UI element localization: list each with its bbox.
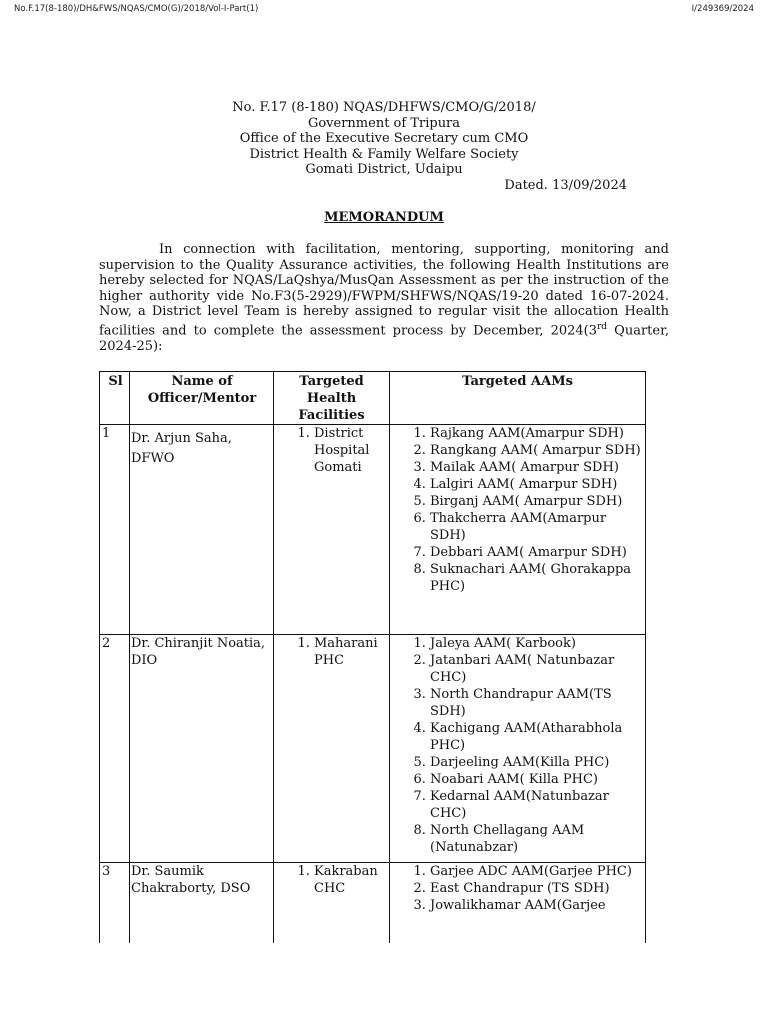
aam-item: 2. East Chandrapur (TS SDH) (430, 880, 645, 897)
aam-item: 1. Jaleya AAM( Karbook) (430, 635, 645, 652)
aam-item: 4. Kachigang AAM(Atharabhola PHC) (430, 720, 645, 754)
header-district-line: Gomati District, Udaipu (305, 162, 463, 177)
aam-item: 1. Garjee ADC AAM(Garjee PHC) (430, 863, 645, 880)
aam-item: 8. North Chellagang AAM (Natunabzar) (430, 822, 645, 856)
header-aams: Targeted AAMs (390, 372, 646, 425)
aam-item: 4. Lalgiri AAM( Amarpur SDH) (430, 476, 645, 493)
aam-item: 5. Birganj AAM( Amarpur SDH) (430, 493, 645, 510)
table-row (100, 635, 646, 863)
row-facilities (274, 863, 390, 944)
row-aams (390, 425, 646, 635)
header-sl: Sl (100, 372, 130, 425)
facility-item: 1. District Hospital Gomati (314, 425, 389, 476)
row-officer-name: Dr. Saumik Chakraborty, DSO (130, 863, 274, 944)
header-reference-line: No. F.17 (8-180) NQAS/DHFWS/CMO/G/2018/ (232, 100, 536, 115)
row-facilities (274, 635, 390, 863)
aam-item: 2. Rangkang AAM( Amarpur SDH) (430, 442, 645, 459)
memo-body-text: In connection with facilitation, mentoring, supporting, monitoring and supervision to the Quality Assurance activities, the following Health Institutions are hereby selected for NQAS/LaQshya/MusQan Assessment as per the instruction of the higher authority vide No.F3(5-2929)/FWPM/SHFWS/NQAS/19-20 dated 16-07-2024. Now, a District level Team is hereby assigned to regular visit the allocation Health facilities and to complete the assessment process by December, 2024(3 (99, 242, 669, 339)
table-row (100, 425, 646, 635)
aam-item: 6. Noabari AAM( Killa PHC) (430, 771, 645, 788)
aam-item: 7. Debbari AAM( Amarpur SDH) (430, 544, 645, 561)
header-government-line: Government of Tripura (307, 115, 461, 131)
memo-body-superscript: rd (597, 321, 608, 332)
aam-item: 5. Darjeeling AAM(Killa PHC) (430, 754, 645, 771)
facility-item: 1. Kakraban CHC (314, 863, 389, 897)
top-reference-bar (0, 0, 768, 18)
row-officer-name: Dr. Chiranjit Noatia, DIO (130, 635, 274, 863)
header-date: Dated. 13/09/2024 (504, 178, 627, 193)
file-reference: No.F.17(8-180)/DH&FWS/NQAS/CMO(G)/2018/Vol-I-Part(1) (14, 4, 259, 14)
row-sl: 3 (100, 863, 130, 944)
memo-body (99, 242, 669, 354)
row-sl: 1 (100, 425, 130, 635)
table-row (100, 863, 646, 944)
table-header-row (100, 372, 646, 425)
aam-item: 8. Suknachari AAM( Ghorakappa PHC) (430, 561, 645, 595)
aam-item: 2. Jatanbari AAM( Natunbazar CHC) (430, 652, 645, 686)
row-aams (390, 863, 646, 944)
row-officer-name: Dr. Arjun Saha, DFWO (130, 425, 274, 635)
facility-item: 1. Maharani PHC (314, 635, 389, 669)
aam-item: 1. Rajkang AAM(Amarpur SDH) (430, 425, 645, 442)
aam-item: 7. Kedarnal AAM(Natunbazar CHC) (430, 788, 645, 822)
aam-item: 3. Jowalikhamar AAM(Garjee (430, 897, 645, 914)
aam-item: 3. Mailak AAM( Amarpur SDH) (430, 459, 645, 476)
receipt-number: I/249369/2024 (691, 4, 754, 14)
row-facilities (274, 425, 390, 635)
header-society-line: District Health & Family Welfare Society (249, 146, 519, 162)
row-aams (390, 635, 646, 863)
aam-item: 3. North Chandrapur AAM(TS SDH) (430, 686, 645, 720)
row-sl: 2 (100, 635, 130, 863)
memo-body-tail: Quarter, 2024-25): (99, 323, 669, 354)
memorandum-title: MEMORANDUM (324, 210, 444, 225)
header-facilities: Targeted Health Facilities (274, 372, 390, 425)
header-officer: Name of Officer/Mentor (130, 372, 274, 425)
aam-item: 6. Thakcherra AAM(Amarpur SDH) (430, 510, 645, 544)
assignment-table (99, 371, 646, 943)
header-office-line: Office of the Executive Secretary cum CMO (239, 131, 529, 146)
letter-header (0, 100, 768, 193)
